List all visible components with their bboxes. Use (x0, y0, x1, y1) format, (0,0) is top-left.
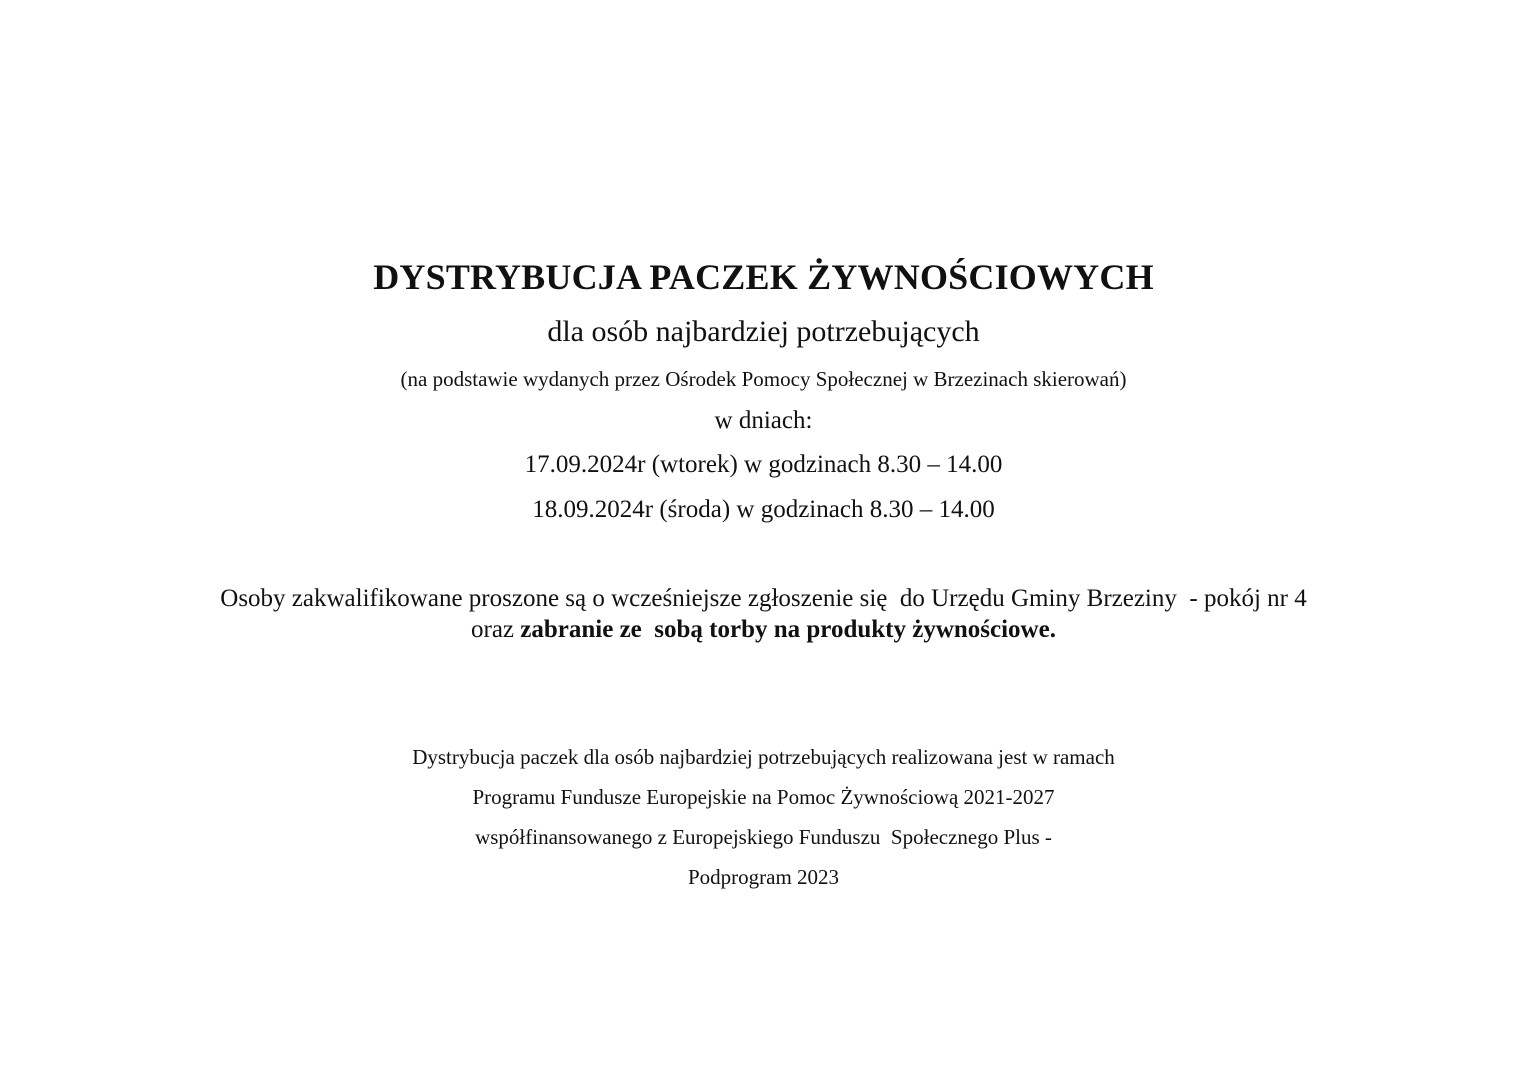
days-label: w dniach: (714, 407, 813, 434)
distribution-date-2: 18.09.2024r (środa) w godzinach 8.30 – 14.00 (532, 496, 995, 523)
document-title: DYSTRYBUCJA PACZEK ŻYWNOŚCIOWYCH (373, 257, 1154, 297)
document-subtitle: dla osób najbardziej potrzebujących (547, 315, 980, 348)
referral-basis-note: (na podstawie wydanych przez Ośrodek Pomocy Społecznej w Brzezinach skierowań) (400, 367, 1127, 391)
notice-line-2-prefix: oraz (471, 616, 521, 643)
notice-line-1: Osoby zakwalifikowane proszone są o wcześniejsze zgłoszenie się do Urzędu Gminy Brzeziny - pokój nr 4 (220, 585, 1307, 612)
footer-line-2: Programu Fundusze Europejskie na Pomoc Żywnościową 2021-2027 (472, 785, 1055, 809)
footer-line-4: Podprogram 2023 (687, 865, 840, 889)
distribution-date-1: 17.09.2024r (wtorek) w godzinach 8.30 – 14.00 (524, 451, 1003, 478)
notice-line-2 (0, 617, 1527, 642)
footer-line-3: współfinansowanego z Europejskiego Funduszu Społecznego Plus - (475, 825, 1052, 849)
footer-line-1: Dystrybucja paczek dla osób najbardziej potrzebujących realizowana jest w ramach (412, 745, 1115, 769)
notice-bag-instruction: zabranie ze sobą torby na produkty żywnościowe. (520, 616, 1056, 643)
